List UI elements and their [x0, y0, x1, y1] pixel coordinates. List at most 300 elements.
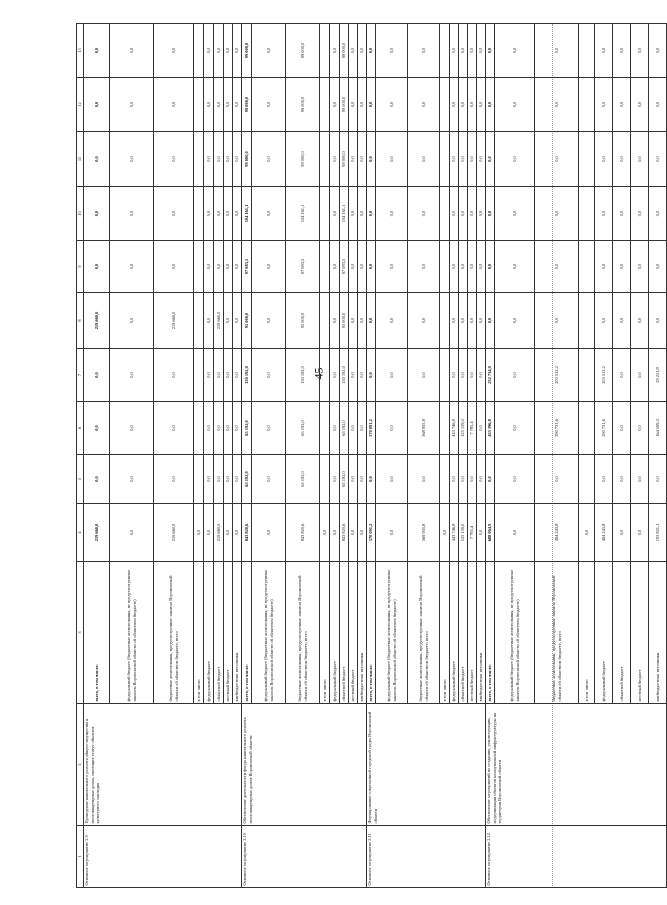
amount-cell: 0,0: [595, 455, 613, 504]
amount-cell: 0,0: [613, 132, 631, 187]
amount-cell: 0,0: [330, 504, 340, 562]
funding-source-cell: федеральный бюджет: [204, 562, 214, 704]
amount-cell: [440, 187, 450, 241]
funding-source-cell: федеральный бюджет: [595, 562, 613, 704]
amount-cell: 0,0: [535, 241, 579, 293]
amount-cell: 290 731,6: [535, 402, 579, 455]
amount-cell: 0,0: [408, 132, 440, 187]
activity-code-cell: Основное мероприятие 2.11: [367, 826, 486, 888]
funding-source-cell: внебюджетные источники: [358, 562, 367, 704]
amount-cell: 0,0: [468, 455, 477, 504]
funding-source-cell: внебюджетные источники: [477, 562, 486, 704]
column-header: 6: [77, 402, 84, 455]
amount-cell: 0,0: [595, 24, 613, 78]
amount-cell: [579, 293, 595, 349]
amount-cell: 95 000,0: [242, 293, 252, 349]
amount-cell: 0,0: [349, 78, 358, 132]
amount-cell: 0,0: [477, 78, 486, 132]
amount-cell: 0,0: [631, 504, 649, 562]
amount-cell: 0,0: [330, 24, 340, 78]
amount-cell: [440, 349, 450, 402]
budget-table: [76, 23, 667, 888]
amount-cell: [320, 187, 330, 241]
amount-cell: 0,0: [477, 349, 486, 402]
amount-cell: 0,0: [252, 504, 286, 562]
amount-cell: 104 161,1: [340, 187, 349, 241]
amount-cell: 0,0: [477, 504, 486, 562]
funding-source-cell: всего, в том числе:: [84, 562, 110, 704]
amount-cell: 0,0: [349, 24, 358, 78]
amount-cell: 0,0: [349, 455, 358, 504]
amount-cell: 0,0: [233, 402, 242, 455]
amount-cell: 0,0: [613, 402, 631, 455]
amount-cell: 453 396,8: [486, 402, 495, 455]
amount-cell: [320, 132, 330, 187]
amount-cell: 0,0: [613, 187, 631, 241]
amount-cell: 688 064,9: [486, 504, 495, 562]
amount-cell: 0,0: [649, 455, 667, 504]
amount-cell: 130 192,0: [286, 349, 320, 402]
amount-cell: 0,0: [154, 24, 194, 78]
amount-cell: 0,0: [204, 241, 214, 293]
amount-cell: 0,0: [367, 455, 376, 504]
amount-cell: 0,0: [495, 504, 535, 562]
amount-cell: [320, 24, 330, 78]
amount-cell: 569 905,8: [408, 504, 440, 562]
amount-cell: 65 192,0: [286, 455, 320, 504]
amount-cell: 203 512,2: [595, 349, 613, 402]
funding-source-cell: местный бюджет: [349, 562, 358, 704]
amount-cell: 99 000,0: [242, 78, 252, 132]
amount-cell: [320, 349, 330, 402]
amount-cell: [194, 455, 204, 504]
amount-cell: 0,0: [214, 78, 224, 132]
amount-cell: [579, 349, 595, 402]
amount-cell: 0,0: [204, 78, 214, 132]
amount-cell: [579, 455, 595, 504]
amount-cell: 0,0: [408, 349, 440, 402]
amount-cell: 130 192,0: [340, 349, 349, 402]
column-header: 9: [77, 241, 84, 293]
amount-cell: 0,0: [450, 349, 459, 402]
amount-cell: 193 821,1: [649, 504, 667, 562]
amount-cell: [579, 24, 595, 78]
amount-cell: 0,0: [495, 132, 535, 187]
amount-cell: 7 785,4: [468, 504, 477, 562]
amount-cell: [194, 241, 204, 293]
amount-cell: 0,0: [468, 187, 477, 241]
amount-cell: 290 731,6: [595, 402, 613, 455]
amount-cell: [440, 402, 450, 455]
amount-cell: [194, 349, 204, 402]
amount-cell: 0,0: [477, 402, 486, 455]
amount-cell: 0,0: [214, 24, 224, 78]
amount-cell: 0,0: [631, 402, 649, 455]
amount-cell: 0,0: [468, 349, 477, 402]
amount-cell: [194, 24, 204, 78]
amount-cell: 0,0: [358, 132, 367, 187]
amount-cell: 104 161,1: [242, 187, 252, 241]
amount-cell: 0,0: [214, 455, 224, 504]
amount-cell: 0,0: [486, 78, 495, 132]
amount-cell: 0,0: [477, 132, 486, 187]
amount-cell: 0,0: [224, 455, 233, 504]
amount-cell: 0,0: [84, 187, 110, 241]
amount-cell: 0,0: [477, 293, 486, 349]
page-number: 45: [311, 367, 326, 380]
amount-cell: 0,0: [233, 241, 242, 293]
amount-cell: 0,0: [358, 504, 367, 562]
amount-cell: 0,0: [440, 504, 450, 562]
amount-cell: 232 734,0: [486, 349, 495, 402]
amount-cell: 0,0: [330, 402, 340, 455]
funding-source-cell: в том числе:: [194, 562, 204, 704]
amount-cell: 0,0: [495, 455, 535, 504]
amount-cell: 0,0: [477, 187, 486, 241]
amount-cell: 0,0: [224, 24, 233, 78]
amount-cell: 0,0: [84, 455, 110, 504]
amount-cell: 0,0: [495, 349, 535, 402]
amount-cell: 125 159,0: [459, 504, 468, 562]
amount-cell: 0,0: [408, 241, 440, 293]
amount-cell: 0,0: [459, 24, 468, 78]
amount-cell: 0,0: [252, 455, 286, 504]
amount-cell: 0,0: [252, 187, 286, 241]
amount-cell: 0,0: [233, 24, 242, 78]
amount-cell: [194, 187, 204, 241]
amount-cell: [440, 241, 450, 293]
amount-cell: 0,0: [450, 78, 459, 132]
amount-cell: 65 192,0: [242, 402, 252, 455]
column-header: 5: [77, 455, 84, 504]
amount-cell: 0,0: [408, 24, 440, 78]
amount-cell: 0,0: [252, 293, 286, 349]
amount-cell: 0,0: [84, 24, 110, 78]
amount-cell: 97 083,5: [286, 241, 320, 293]
amount-cell: 0,0: [450, 293, 459, 349]
column-header: 8: [77, 293, 84, 349]
amount-cell: 65 192,0: [242, 455, 252, 504]
amount-cell: 0,0: [376, 349, 408, 402]
amount-cell: 0,0: [110, 455, 154, 504]
amount-cell: 99 000,0: [242, 24, 252, 78]
amount-cell: 0,0: [224, 78, 233, 132]
amount-cell: 0,0: [595, 241, 613, 293]
amount-cell: 843 820,6: [340, 504, 349, 562]
amount-cell: 99 000,0: [340, 24, 349, 78]
amount-cell: 0,0: [535, 293, 579, 349]
amount-cell: 0,0: [535, 187, 579, 241]
funding-source-cell: бюджетные ассигнования, предусмотренные законом Воронежской области об областном бюджете, всего: [286, 562, 320, 704]
amount-cell: 0,0: [595, 132, 613, 187]
amount-cell: 0,0: [330, 455, 340, 504]
amount-cell: 203 512,2: [535, 349, 579, 402]
amount-cell: 0,0: [330, 241, 340, 293]
amount-cell: 0,0: [376, 132, 408, 187]
amount-cell: 0,0: [495, 187, 535, 241]
amount-cell: 99 000,0: [242, 132, 252, 187]
column-header: 2: [77, 704, 84, 826]
amount-cell: 0,0: [450, 132, 459, 187]
amount-cell: 0,0: [349, 402, 358, 455]
amount-cell: 0,0: [631, 187, 649, 241]
amount-cell: [579, 78, 595, 132]
amount-cell: 0,0: [367, 349, 376, 402]
amount-cell: 0,0: [376, 504, 408, 562]
amount-cell: 7 785,4: [468, 402, 477, 455]
amount-cell: 0,0: [233, 504, 242, 562]
funding-source-cell: областной бюджет: [340, 562, 349, 704]
amount-cell: 0,0: [204, 455, 214, 504]
amount-cell: 443 746,8: [450, 504, 459, 562]
amount-cell: 0,0: [224, 349, 233, 402]
amount-cell: 0,0: [613, 78, 631, 132]
amount-cell: 0,0: [486, 24, 495, 78]
amount-cell: 0,0: [376, 187, 408, 241]
amount-cell: 0,0: [495, 402, 535, 455]
column-header: 12: [77, 78, 84, 132]
amount-cell: 0,0: [110, 187, 154, 241]
column-header: 13: [77, 24, 84, 78]
amount-cell: 0,0: [214, 187, 224, 241]
amount-cell: 0,0: [358, 293, 367, 349]
amount-cell: 65 192,0: [340, 455, 349, 504]
funding-source-cell: местный бюджет: [224, 562, 233, 704]
amount-cell: 0,0: [252, 24, 286, 78]
amount-cell: 0,0: [110, 349, 154, 402]
amount-cell: 0,0: [613, 293, 631, 349]
funding-source-cell: всего, в том числе:: [242, 562, 252, 704]
amount-cell: 0,0: [224, 402, 233, 455]
amount-cell: 0,0: [110, 504, 154, 562]
funding-source-cell: областной бюджет: [214, 562, 224, 704]
amount-cell: 0,0: [367, 241, 376, 293]
amount-cell: 0,0: [84, 241, 110, 293]
amount-cell: 570 091,2: [367, 402, 376, 455]
amount-cell: 0,0: [330, 132, 340, 187]
amount-cell: 0,0: [204, 293, 214, 349]
amount-cell: 0,0: [154, 187, 194, 241]
column-header: 10: [77, 187, 84, 241]
amount-cell: 0,0: [459, 78, 468, 132]
amount-cell: 0,0: [468, 132, 477, 187]
amount-cell: 0,0: [204, 187, 214, 241]
amount-cell: 0,0: [214, 132, 224, 187]
amount-cell: [440, 293, 450, 349]
amount-cell: 99 000,0: [286, 132, 320, 187]
amount-cell: 0,0: [224, 293, 233, 349]
amount-cell: 0,0: [154, 455, 194, 504]
amount-cell: 0,0: [110, 293, 154, 349]
table-row: [486, 24, 495, 888]
amount-cell: 0,0: [613, 349, 631, 402]
amount-cell: 0,0: [84, 402, 110, 455]
amount-cell: 0,0: [408, 293, 440, 349]
amount-cell: 95 000,0: [286, 293, 320, 349]
amount-cell: 0,0: [224, 241, 233, 293]
funding-source-cell: федеральный бюджет: [330, 562, 340, 704]
amount-cell: 843 820,6: [286, 504, 320, 562]
amount-cell: 0,0: [468, 24, 477, 78]
amount-cell: 0,0: [408, 78, 440, 132]
amount-cell: 0,0: [495, 78, 535, 132]
amount-cell: 0,0: [84, 132, 110, 187]
amount-cell: 0,0: [330, 293, 340, 349]
amount-cell: 0,0: [495, 293, 535, 349]
amount-cell: [440, 455, 450, 504]
amount-cell: 0,0: [204, 349, 214, 402]
amount-cell: 0,0: [204, 132, 214, 187]
amount-cell: 0,0: [376, 241, 408, 293]
amount-cell: 0,0: [376, 24, 408, 78]
amount-cell: 29 221,8: [649, 349, 667, 402]
amount-cell: 0,0: [486, 187, 495, 241]
amount-cell: 0,0: [110, 241, 154, 293]
amount-cell: 494 243,8: [535, 504, 579, 562]
amount-cell: [194, 78, 204, 132]
column-header: 3: [77, 562, 84, 704]
amount-cell: 0,0: [486, 293, 495, 349]
amount-cell: 0,0: [154, 402, 194, 455]
amount-cell: 0,0: [649, 78, 667, 132]
column-header: 1: [77, 826, 84, 888]
budget-table-rotated: [76, 24, 660, 888]
amount-cell: 0,0: [535, 78, 579, 132]
funding-source-cell: федеральный бюджет (бюджетные ассигнования, не предусмотренные законом Воронежской области об областном бюджете): [110, 562, 154, 704]
amount-cell: 0,0: [358, 241, 367, 293]
amount-cell: [194, 132, 204, 187]
amount-cell: 0,0: [468, 78, 477, 132]
amount-cell: 0,0: [224, 187, 233, 241]
amount-cell: 97 083,5: [242, 241, 252, 293]
column-header: 7: [77, 349, 84, 402]
amount-cell: 0,0: [224, 504, 233, 562]
amount-cell: 0,0: [252, 402, 286, 455]
amount-cell: 0,0: [613, 504, 631, 562]
amount-cell: 0,0: [84, 78, 110, 132]
funding-source-cell: областной бюджет: [459, 562, 468, 704]
amount-cell: 0,0: [252, 349, 286, 402]
amount-cell: [579, 402, 595, 455]
amount-cell: 0,0: [110, 78, 154, 132]
amount-cell: 0,0: [84, 349, 110, 402]
amount-cell: 0,0: [376, 78, 408, 132]
amount-cell: 0,0: [376, 402, 408, 455]
amount-cell: 0,0: [110, 402, 154, 455]
funding-source-cell: бюджетные ассигнования, предусмотренные законом Воронежской области об областном бюджете, всего: [408, 562, 440, 704]
amount-cell: 125 159,0: [459, 402, 468, 455]
amount-cell: 130 192,0: [242, 349, 252, 402]
amount-cell: 0,0: [459, 241, 468, 293]
amount-cell: 0,0: [330, 349, 340, 402]
column-header: 4: [77, 504, 84, 562]
amount-cell: 99 000,0: [286, 24, 320, 78]
amount-cell: [194, 293, 204, 349]
amount-cell: 0,0: [233, 349, 242, 402]
activity-name-cell: Обеспечение мероприятий по созданию, реконструкции, модернизации объектов коммунальной инфраструктуры на территории Воронежской области: [486, 704, 667, 826]
amount-cell: 65 192,0: [340, 402, 349, 455]
amount-cell: 843 820,6: [242, 504, 252, 562]
amount-cell: 443 746,8: [450, 402, 459, 455]
amount-cell: [440, 132, 450, 187]
table-row: [84, 24, 110, 888]
budget-table-frame: [76, 24, 660, 888]
amount-cell: 99 000,0: [340, 78, 349, 132]
funding-source-cell: местный бюджет: [631, 562, 649, 704]
activity-code-cell: Основное мероприятие 2.10: [242, 826, 367, 888]
amount-cell: 0,0: [358, 187, 367, 241]
amount-cell: 0,0: [233, 455, 242, 504]
amount-cell: 0,0: [367, 293, 376, 349]
amount-cell: [194, 402, 204, 455]
amount-cell: 0,0: [214, 402, 224, 455]
amount-cell: 570 091,2: [367, 504, 376, 562]
amount-cell: 0,0: [468, 293, 477, 349]
amount-cell: 568 905,8: [408, 402, 440, 455]
amount-cell: 0,0: [535, 455, 579, 504]
table-row: [367, 24, 376, 888]
funding-source-cell: бюджетные ассигнования, предусмотренные законом Воронежской области об областном бюджете, всего: [535, 562, 579, 704]
amount-cell: 0,0: [358, 24, 367, 78]
amount-cell: 494 243,8: [595, 504, 613, 562]
amount-cell: 0,0: [649, 24, 667, 78]
amount-cell: 0,0: [579, 504, 595, 562]
amount-cell: 0,0: [376, 455, 408, 504]
amount-cell: 0,0: [154, 241, 194, 293]
amount-cell: 0,0: [330, 187, 340, 241]
amount-cell: 219 660,0: [84, 504, 110, 562]
amount-cell: 0,0: [450, 187, 459, 241]
amount-cell: 0,0: [358, 349, 367, 402]
amount-cell: 0,0: [631, 24, 649, 78]
amount-cell: 0,0: [450, 24, 459, 78]
amount-cell: 0,0: [204, 402, 214, 455]
amount-cell: 219 660,0: [214, 293, 224, 349]
amount-cell: 0,0: [486, 132, 495, 187]
amount-cell: 65 192,0: [286, 402, 320, 455]
amount-cell: 99 000,0: [286, 78, 320, 132]
amount-cell: [440, 78, 450, 132]
amount-cell: 0,0: [204, 24, 214, 78]
amount-cell: 0,0: [408, 187, 440, 241]
activity-name-cell: Проведение капитального ремонта общего имущества в многоквартирных домах, имеющих статус объектов культурного наследия: [84, 704, 242, 826]
amount-cell: 219 660,0: [154, 504, 194, 562]
amount-cell: [320, 78, 330, 132]
amount-cell: 0,0: [631, 241, 649, 293]
funding-source-cell: внебюджетные источники: [233, 562, 242, 704]
amount-cell: 0,0: [631, 132, 649, 187]
amount-cell: 164 599,3: [649, 402, 667, 455]
funding-source-cell: всего, в том числе:: [486, 562, 495, 704]
activity-code-cell: Основное мероприятие 2.12: [486, 826, 667, 888]
amount-cell: 0,0: [349, 241, 358, 293]
amount-cell: 0,0: [459, 455, 468, 504]
amount-cell: 0,0: [486, 241, 495, 293]
amount-cell: 0,0: [367, 187, 376, 241]
amount-cell: 0,0: [349, 504, 358, 562]
amount-cell: [320, 241, 330, 293]
amount-cell: 0,0: [613, 241, 631, 293]
activity-name-cell: Обеспечение деятельности фонда капитального ремонта многоквартирных домов Воронежской области: [242, 704, 367, 826]
column-number-row: [77, 24, 84, 888]
amount-cell: 0,0: [450, 455, 459, 504]
amount-cell: 0,0: [358, 455, 367, 504]
amount-cell: 0,0: [330, 78, 340, 132]
amount-cell: 97 083,5: [340, 241, 349, 293]
funding-source-cell: внебюджетные источники: [649, 562, 667, 704]
amount-cell: 219 660,0: [154, 293, 194, 349]
amount-cell: 0,0: [154, 349, 194, 402]
